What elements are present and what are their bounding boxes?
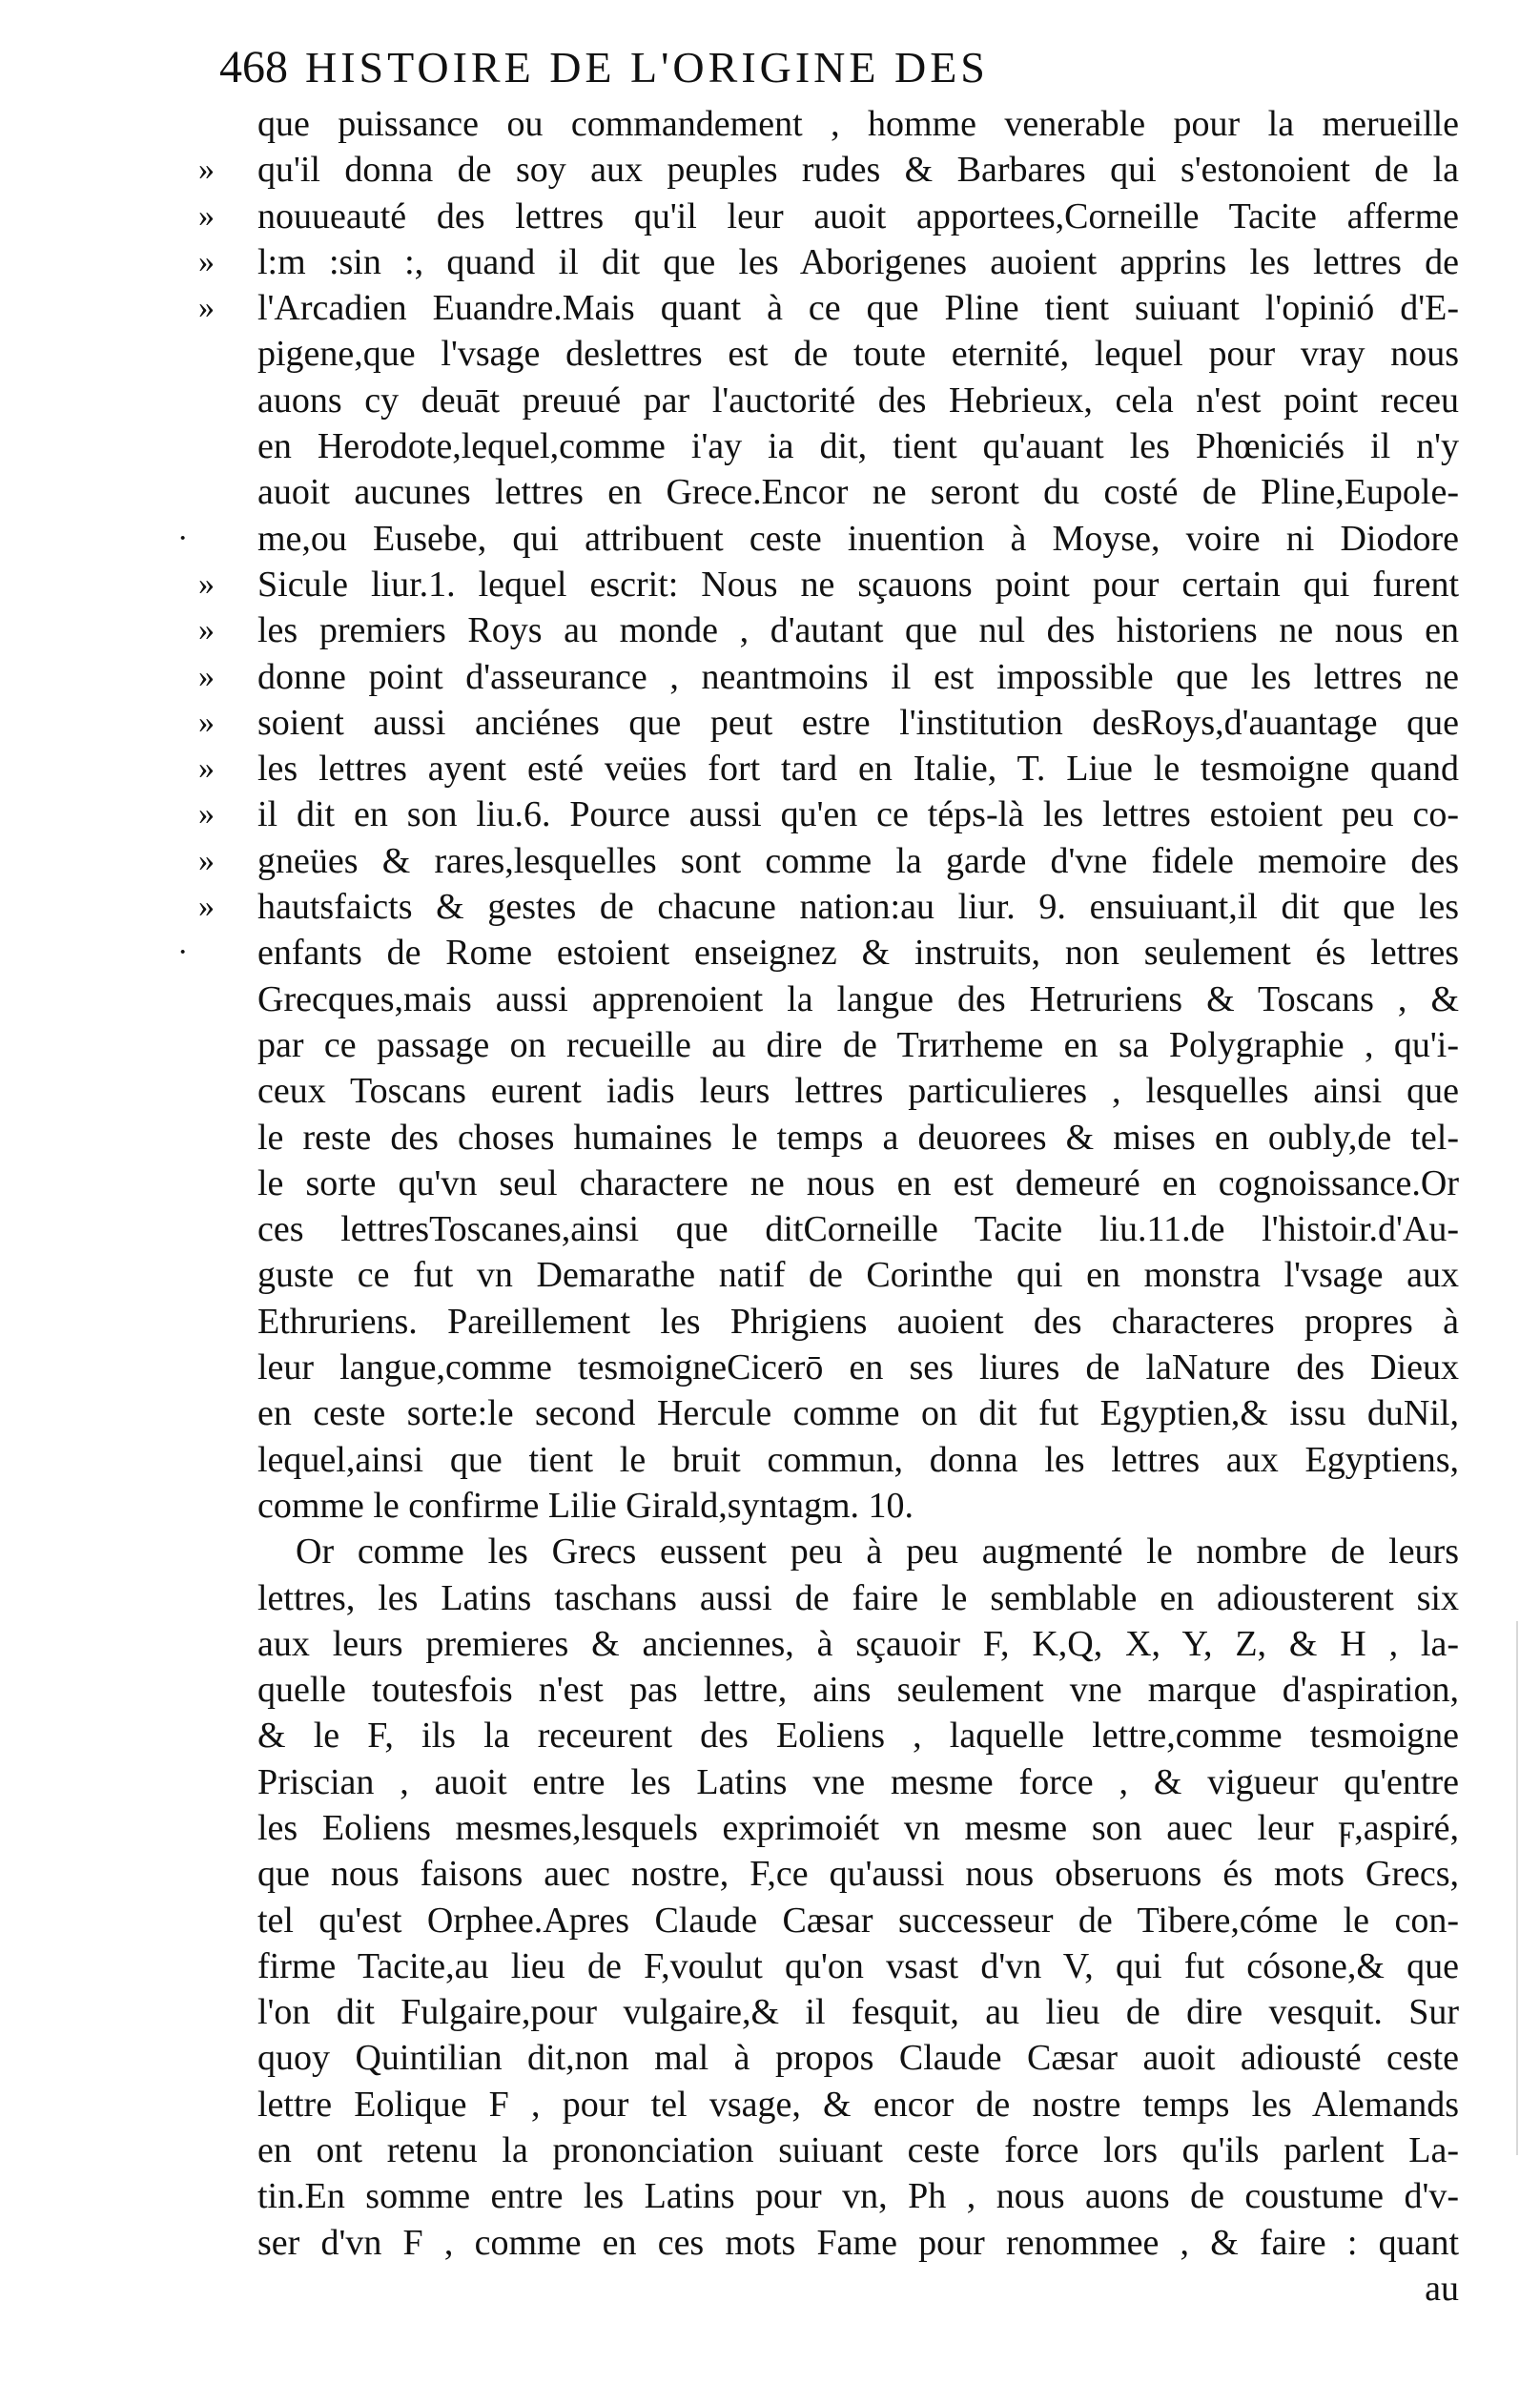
text-line: Or comme les Grecs eussent peu à peu augmenté le nombre de leurs [296, 1531, 1459, 1572]
text-line: firme Tacite,au lieu de F,voulut qu'on vsast d'vn V, qui fut cósone,& que [257, 1945, 1459, 1986]
quote-mark: » [198, 796, 215, 832]
text-line: quoy Quintilian dit,non mal à propos Claude Cæsar auoit adiousté ceste [257, 2038, 1459, 2079]
quote-mark: » [198, 197, 215, 234]
catchword: au [1425, 2268, 1459, 2309]
text-line: lequel,ainsi que tient le bruit commun, donna les lettres aux Egyptiens, [257, 1439, 1459, 1480]
text-line: » les lettres ayent esté veües fort tard en Italie, T. Liue le tesmoigne quand [257, 746, 1459, 791]
text-line: en ont retenu la prononciation suiuant ceste force lors qu'ils parlent La- [257, 2130, 1459, 2171]
text-line: ces lettresToscanes,ainsi que ditCorneille Tacite liu.11.de l'histoir.d'Au- [257, 1209, 1459, 1250]
quote-mark: » [198, 290, 215, 326]
text-line: · enfants de Rome estoient enseignez & instruits, non seulement és lettres [257, 930, 1459, 976]
quote-mark: » [198, 565, 215, 602]
text-line: » nouueauté des lettres qu'il leur auoit apportees,Corneille Tacite afferme [257, 194, 1459, 239]
text-line: par ce passage on recueille au dire de Trитheme en sa Polygraphie , qu'i- [257, 1024, 1459, 1065]
text-line: tin.En somme entre les Latins pour vn, Ph , nous auons de coustume d'v- [257, 2176, 1459, 2217]
page-number: 468 [219, 42, 288, 92]
text-line: · me,ou Eusebe, qui attribuent ceste inuention à Moyse, voire ni Diodore [257, 516, 1459, 562]
text-line: Grecques,mais aussi apprenoient la langue des Hetruriens & Toscans , & [257, 978, 1459, 1019]
text-line: ceux Toscans eurent iadis leurs lettres particulieres , lesquelles ainsi que [257, 1071, 1459, 1112]
quote-mark: » [198, 658, 215, 694]
text-line: » il dit en son liu.6. Pource aussi qu'en ce téps-là les lettres estoient peu co- [257, 791, 1459, 837]
text-line: lettre Eolique F , pour tel vsage, & encor de nostre temps les Alemands [257, 2084, 1459, 2125]
text-line: les Eoliens mesmes,lesquels exprimoiét vn mesme son auec leur ϝ,aspiré, [257, 1807, 1459, 1848]
text-line: le reste des choses humaines le temps a deuorees & mises en oubly,de tel- [257, 1117, 1459, 1158]
page-header [219, 34, 1259, 101]
margin-dot: · [177, 520, 189, 556]
text-line: le sorte qu'vn seul charactere ne nous en est demeuré en cognoissance.Or [257, 1162, 1459, 1203]
body-text [177, 101, 1459, 2312]
text-line: en ceste sorte:le second Hercule comme on dit fut Egyptien,& issu duNil, [257, 1393, 1459, 1434]
text-line: quelle toutesfois n'est pas lettre, ains seulement vne marque d'aspiration, [257, 1670, 1459, 1711]
page-edge-rule [1516, 1621, 1518, 2155]
quote-mark: » [198, 704, 215, 740]
text-line: leur langue,comme tesmoigneCicerō en ses liures de laNature des Dieux [257, 1347, 1459, 1388]
text-line: que nous faisons auec nostre, F,ce qu'aussi nous obseruons és mots Grecs, [257, 1854, 1459, 1895]
quote-mark: » [198, 750, 215, 787]
text-line: l'on dit Fulgaire,pour vulgaire,& il fesquit, au lieu de dire vesquit. Sur [257, 1992, 1459, 2033]
quote-mark: » [198, 842, 215, 878]
text-line: que puissance ou commandement , homme venerable pour la merueille [257, 104, 1459, 144]
text-line: » donne point d'asseurance , neantmoins il est impossible que les lettres ne [257, 654, 1459, 700]
text-line: » Sicule liur.1. lequel escrit: Nous ne sçauons point pour certain qui furent [257, 562, 1459, 607]
quote-mark: » [198, 152, 215, 188]
text-line: aux leurs premieres & anciennes, à sçauoir F, K,Q, X, Y, Z, & H , la- [257, 1623, 1459, 1664]
quote-mark: » [198, 612, 215, 648]
text-line: auons cy deuāt preuué par l'auctorité des Hebrieux, cela n'est point receu [257, 380, 1459, 421]
text-line: auoit aucunes lettres en Grece.Encor ne seront du costé de Pline,Eupole- [257, 472, 1459, 513]
text-line: en Herodote,lequel,comme i'ay ia dit, tient qu'auant les Phœniciés il n'y [257, 426, 1459, 467]
quote-mark: » [198, 243, 215, 279]
running-title: HISTOIRE DE L'ORIGINE DES [305, 43, 989, 92]
margin-dot: · [177, 935, 189, 971]
text-line: lettres, les Latins taschans aussi de faire le semblable en adiousterent six [257, 1577, 1459, 1618]
text-line: ser d'vn F , comme en ces mots Fame pour renommee , & faire : quant [257, 2222, 1459, 2263]
text-line: Priscian , auoit entre les Latins vne mesme force , & vigueur qu'entre [257, 1761, 1459, 1802]
text-line: » hautsfaicts & gestes de chacune nation:au liur. 9. ensuiuant,il dit que les [257, 884, 1459, 930]
text-line: guste ce fut vn Demarathe natif de Corinthe qui en monstra l'vsage aux [257, 1255, 1459, 1296]
quote-mark: » [198, 889, 215, 925]
text-line: » l:m :sin :, quand il dit que les Aborigenes auoient apprins les lettres de [257, 239, 1459, 285]
text-line: & le F, ils la receurent des Eoliens , laquelle lettre,comme tesmoigne [257, 1716, 1459, 1757]
text-line: Ethruriens. Pareillement les Phrigiens auoient des characteres propres à [257, 1301, 1459, 1342]
text-line: pigene,que l'vsage deslettres est de toute eternité, lequel pour vray nous [257, 334, 1459, 375]
text-line: » qu'il donna de soy aux peuples rudes & Barbares qui s'estonoient de la [257, 147, 1459, 193]
text-line: tel qu'est Orphee.Apres Claude Cæsar successeur de Tibere,cóme le con- [257, 1900, 1459, 1941]
text-line: » gneües & rares,lesquelles sont comme la garde d'vne fidele memoire des [257, 838, 1459, 884]
text-line: » soient aussi anciénes que peut estre l'institution desRoys,d'auantage que [257, 700, 1459, 746]
text-line: » l'Arcadien Euandre.Mais quant à ce que Pline tient suiuant l'opinió d'E- [257, 285, 1459, 331]
text-line: comme le confirme Lilie Girald,syntagm. 10. [257, 1485, 914, 1526]
text-line: » les premiers Roys au monde , d'autant que nul des historiens ne nous en [257, 607, 1459, 653]
